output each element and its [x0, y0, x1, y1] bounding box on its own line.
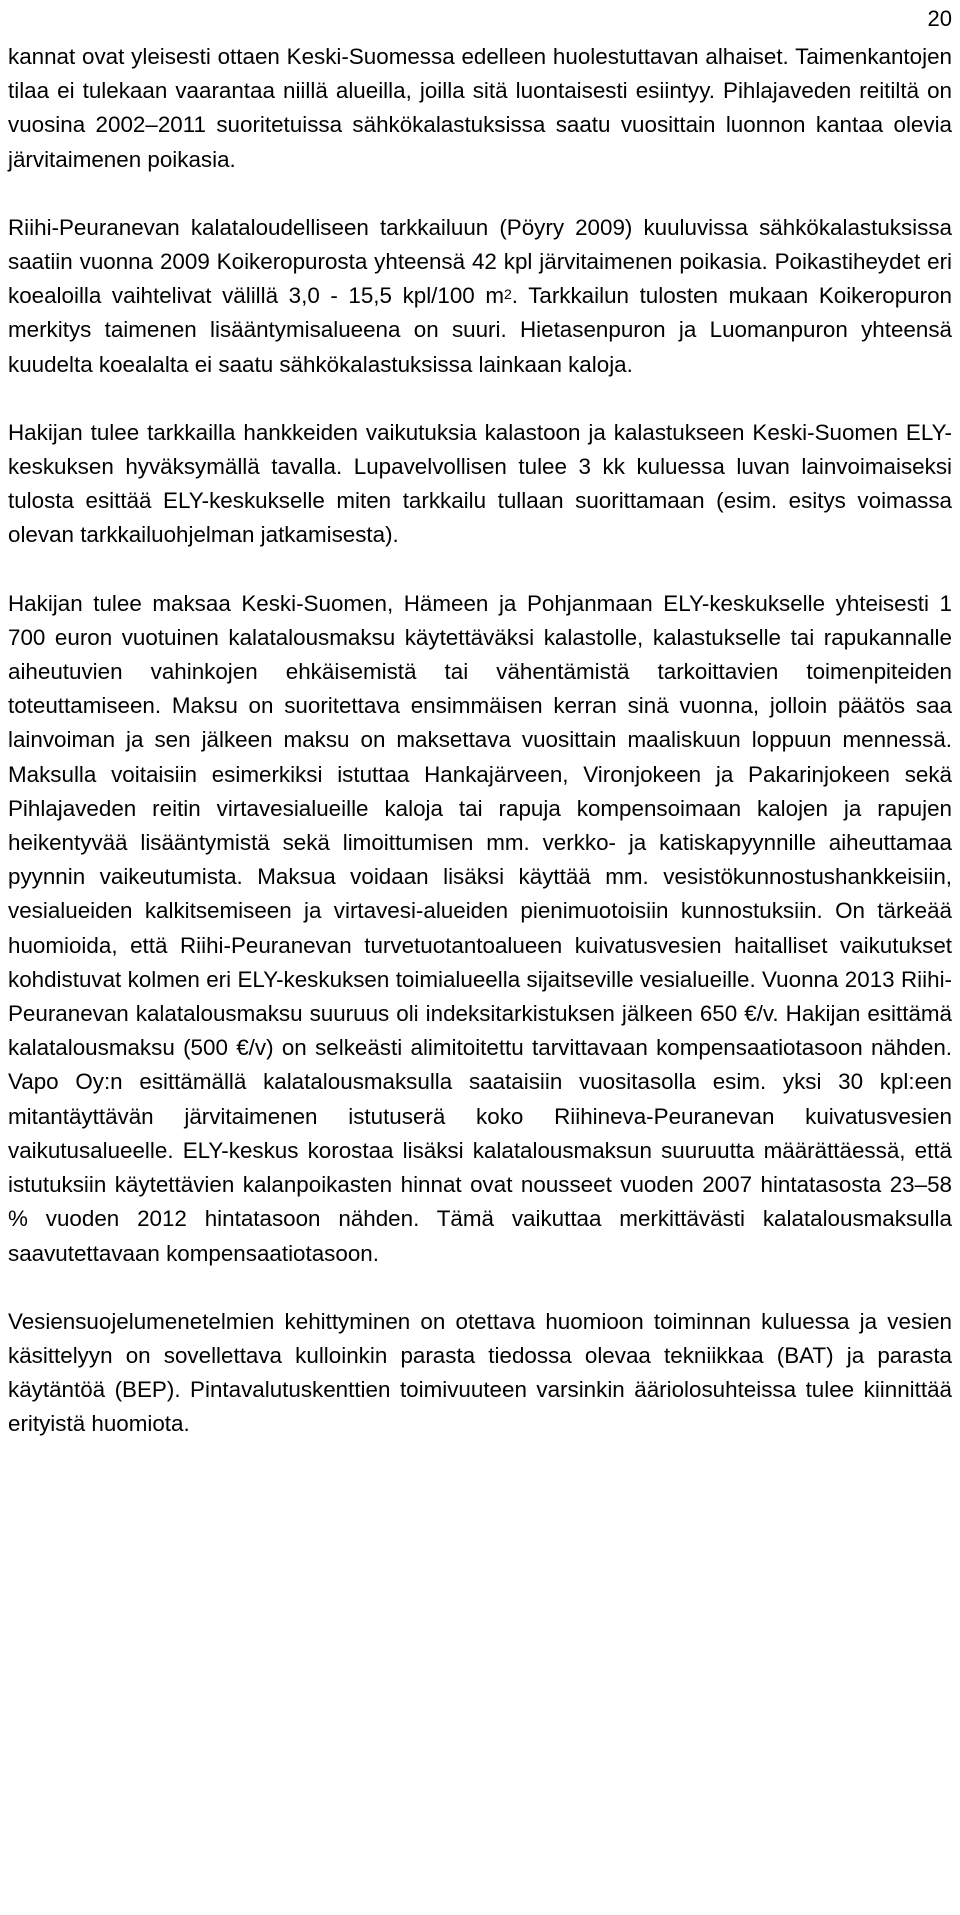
superscript: 2 — [504, 286, 512, 303]
paragraph-fishery-fee: Hakijan tulee maksaa Keski-Suomen, Hämeen ja Pohjanmaan ELY-keskukselle yhteisesti 1 700 euron vuotuinen kalatalousmaksu käytettäväksi kalastolle, kalastukselle tai rapukannalle aiheutuvien vahinkojen ehkäisemistä tai vähentämistä tarkoittavien toimenpiteiden toteuttamiseen. Maksu on suoritettava ensimmäisen kerran sinä vuonna, jolloin päätös saa lainvoiman ja sen jälkeen maksu on maksettava vuosittain maaliskuun loppuun mennessä. Maksulla voitaisiin esimerkiksi istuttaa Hankajärveen, Vironjokeen ja Pakarinjokeen sekä Pihlajaveden reitin virtavesialueille kaloja tai rapuja kompensoimaan kalojen ja rapujen heikentyvää lisääntymistä sekä limoittumisen mm. verkko- ja katiskapyynnille aiheuttamaa pyynnin vaikeutumista. Maksua voidaan lisäksi käyttää mm. vesistökunnostushankkeisiin, vesialueiden kalkitsemiseen ja virtavesi-alueiden pienimuotoisiin kunnostuksiin. On tärkeää huomioida, että Riihi-Peuranevan turvetuotantoalueen kuivatusvesien haitalliset vaikutukset kohdistuvat kolmen eri ELY-keskuksen toimialueella sijaitseville vesialueille. Vuonna 2013 Riihi-Peuranevan kalatalousmaksu suuruus oli indeksitarkistuksen jälkeen 650 €/v. Hakijan esittämä kalatalousmaksu (500 €/v) on selkeästi alimitoitettu tarvittavaan kompensaatiotasoon nähden. Vapo Oy:n esittämällä kalatalousmaksulla saataisiin vuositasolla esim. yksi 30 kpl:een mitantäyttävän järvitaimenen istutuserä koko Riihineva-Peuranevan kuivatusvesien vaikutusalueelle. ELY-keskus korostaa lisäksi kalatalousmaksun suuruutta määrättäessä, että istutuksiin käytettävien kalanpoikasten hinnat ovat nousseet vuoden 2007 hintatasosta 23–58 % vuoden 2012 hintatasoon nähden. Tämä vaikuttaa merkittävästi kalatalousmaksulla saavutettavaan kompensaatiotasoon. — [8, 590, 952, 1266]
paragraph-text: . Tarkkailun tulosten mukaan Koikeropuron merkitys taimenen lisääntymisalueena on suuri. Hietasenpuron ja Luomanpuron yhteensä kuudelta koealalta ei saatu sähkökalastuksissa lainkaan kaloja. — [8, 283, 952, 377]
document-body — [8, 40, 952, 1442]
paragraph-monitoring-obligation: Hakijan tulee tarkkailla hankkeiden vaikutuksia kalastoon ja kalastukseen Keski-Suomen ELY-keskuksen hyväksymällä tavalla. Lupavelvollisen tulee 3 kk kuluessa luvan lainvoimaiseksi tulosta esittää ELY-keskukselle miten tarkkailu tullaan suorittamaan (esim. esitys voimassa olevan tarkkailuohjelman jatkamisesta). — [8, 419, 952, 548]
paragraph-water-protection: Vesiensuojelumenetelmien kehittyminen on otettava huomioon toiminnan kuluessa ja vesien käsittelyyn on sovellettava kulloinkin parasta tiedossa olevaa tekniikkaa (BAT) ja parasta käytäntöä (BEP). Pintavalutuskenttien toimivuuteen varsinkin ääriolosuhteissa tulee kiinnittää erityistä huomiota. — [8, 1308, 952, 1437]
page-number: 20 — [927, 6, 952, 31]
paragraph-text: Riihi-Peuranevan kalataloudelliseen tarkkailuun (Pöyry 2009) kuuluvissa sähkökalastuksissa saatiin vuonna 2009 Koikeropurosta yhteensä 42 kpl järvitaimenen poikasia. Poikastiheydet eri koealoilla vaihtelivat välillä 3,0 - 15,5 kpl/100 m — [8, 214, 952, 309]
paragraph-electrofishing-results — [8, 211, 952, 382]
paragraph-trout-status: kannat ovat yleisesti ottaen Keski-Suomessa edelleen huolestuttavan alhaiset. Taimenkantojen tilaa ei tulekaan vaarantaa niillä alueilla, joilla sitä luontaisesti esiintyy. Pihlajaveden reitiltä on vuosina 2002–2011 suoritetuissa sähkökalastuksissa saatu vuosittain luonnon kantaa olevia järvitaimenen poikasia. — [8, 44, 952, 172]
